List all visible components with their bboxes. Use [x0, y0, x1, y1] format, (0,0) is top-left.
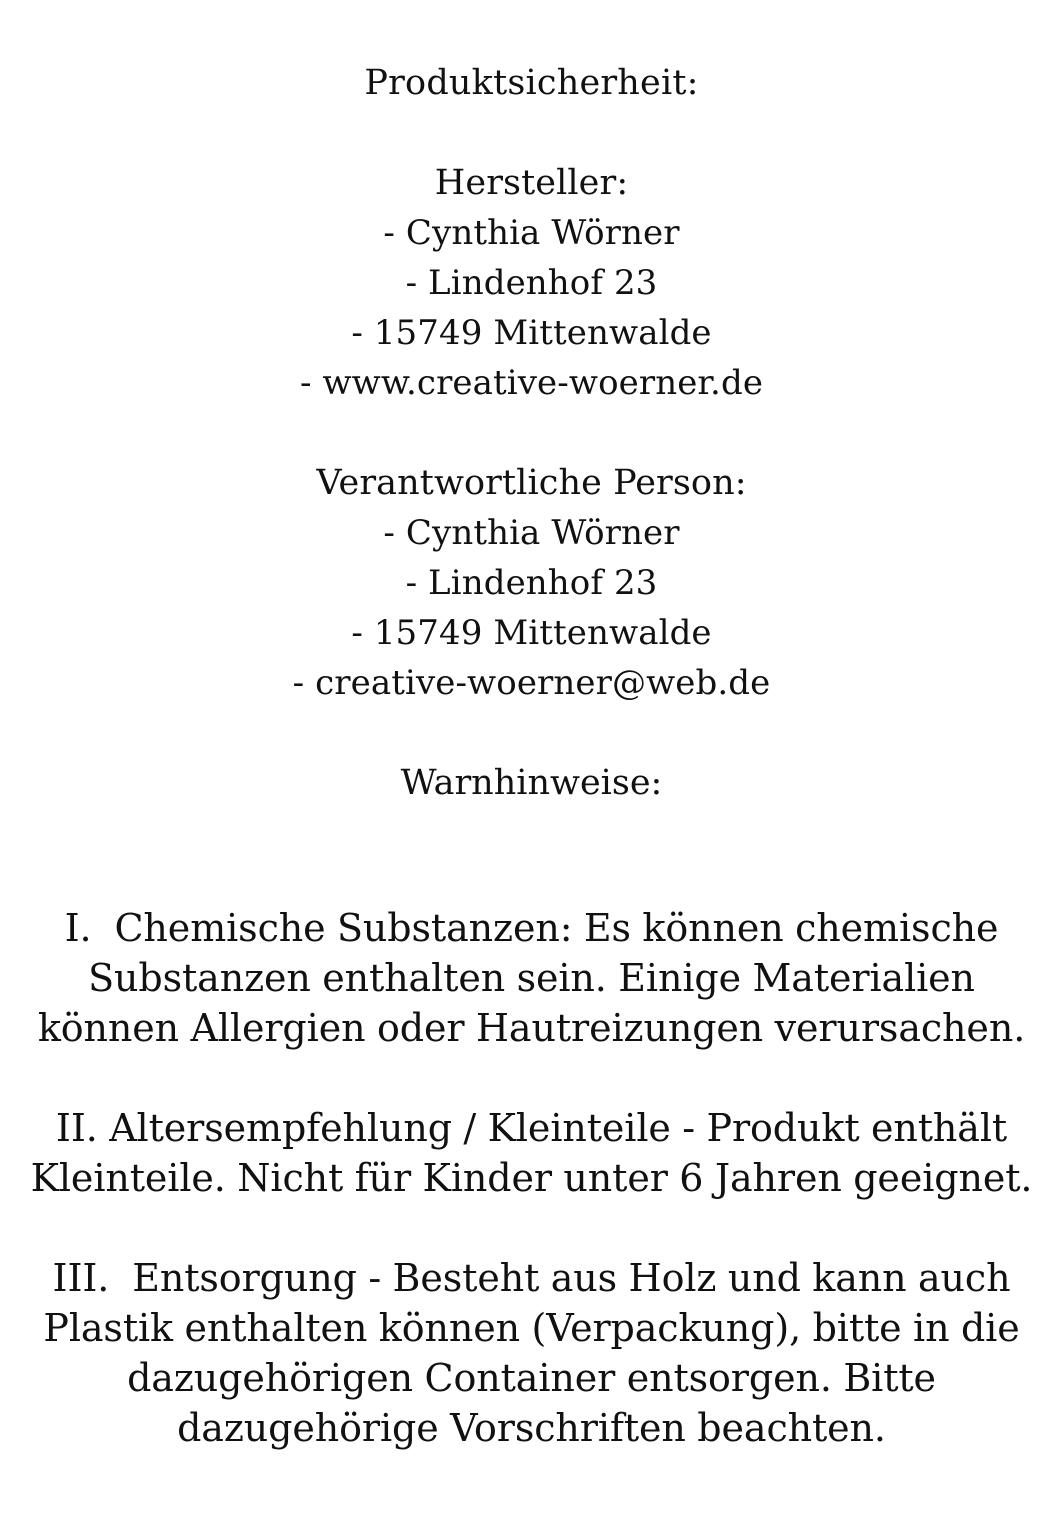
spacer	[0, 1053, 1063, 1103]
responsible-person-street: - Lindenhof 23	[405, 563, 658, 603]
manufacturer-street: - Lindenhof 23	[405, 263, 658, 303]
manufacturer-website: - www.creative-woerner.de	[299, 363, 764, 403]
spacer	[0, 1203, 1063, 1253]
warning-item-3	[0, 1253, 1063, 1453]
warning-numeral-2: II.	[55, 1106, 98, 1150]
spacer	[0, 108, 1063, 158]
warning-numeral-1: I.	[64, 906, 92, 950]
warning-text-2: Altersempfehlung / Kleinteile - Produkt enthält Kleinteile. Nicht für Kinder unter 6 Jahren geeignet.	[30, 1106, 1033, 1200]
spacer	[0, 408, 1063, 458]
warnings-list	[0, 903, 1063, 1453]
manufacturer-city: - 15749 Mittenwalde	[351, 313, 712, 353]
warning-text-1: Chemische Substanzen: Es können chemische Substanzen enthalten sein. Einige Materialien können Allergien oder Hautreizungen verursachen.	[37, 906, 1026, 1050]
responsible-person-block	[0, 458, 1063, 708]
warning-item-2	[0, 1103, 1063, 1203]
manufacturer-block	[0, 158, 1063, 408]
warnings-heading: Warnhinweise:	[400, 763, 663, 803]
responsible-person-email: - creative-woerner@web.de	[292, 663, 771, 703]
responsible-person-city: - 15749 Mittenwalde	[351, 613, 712, 653]
responsible-person-name: - Cynthia Wörner	[383, 513, 680, 553]
responsible-person-heading: Verantwortliche Person:	[316, 463, 747, 503]
manufacturer-name: - Cynthia Wörner	[383, 213, 680, 253]
manufacturer-heading: Hersteller:	[434, 163, 629, 203]
spacer	[0, 808, 1063, 903]
warning-text-3: Entsorgung - Besteht aus Holz und kann auch Plastik enthalten können (Verpackung), bitte in die dazugehörigen Container entsorgen. Bitte dazugehörige Vorschriften beachten.	[43, 1256, 1020, 1450]
page-title: Produktsicherheit:	[364, 63, 699, 103]
spacer	[0, 708, 1063, 758]
warning-item-1	[0, 903, 1063, 1053]
warning-numeral-3: III.	[52, 1256, 110, 1300]
